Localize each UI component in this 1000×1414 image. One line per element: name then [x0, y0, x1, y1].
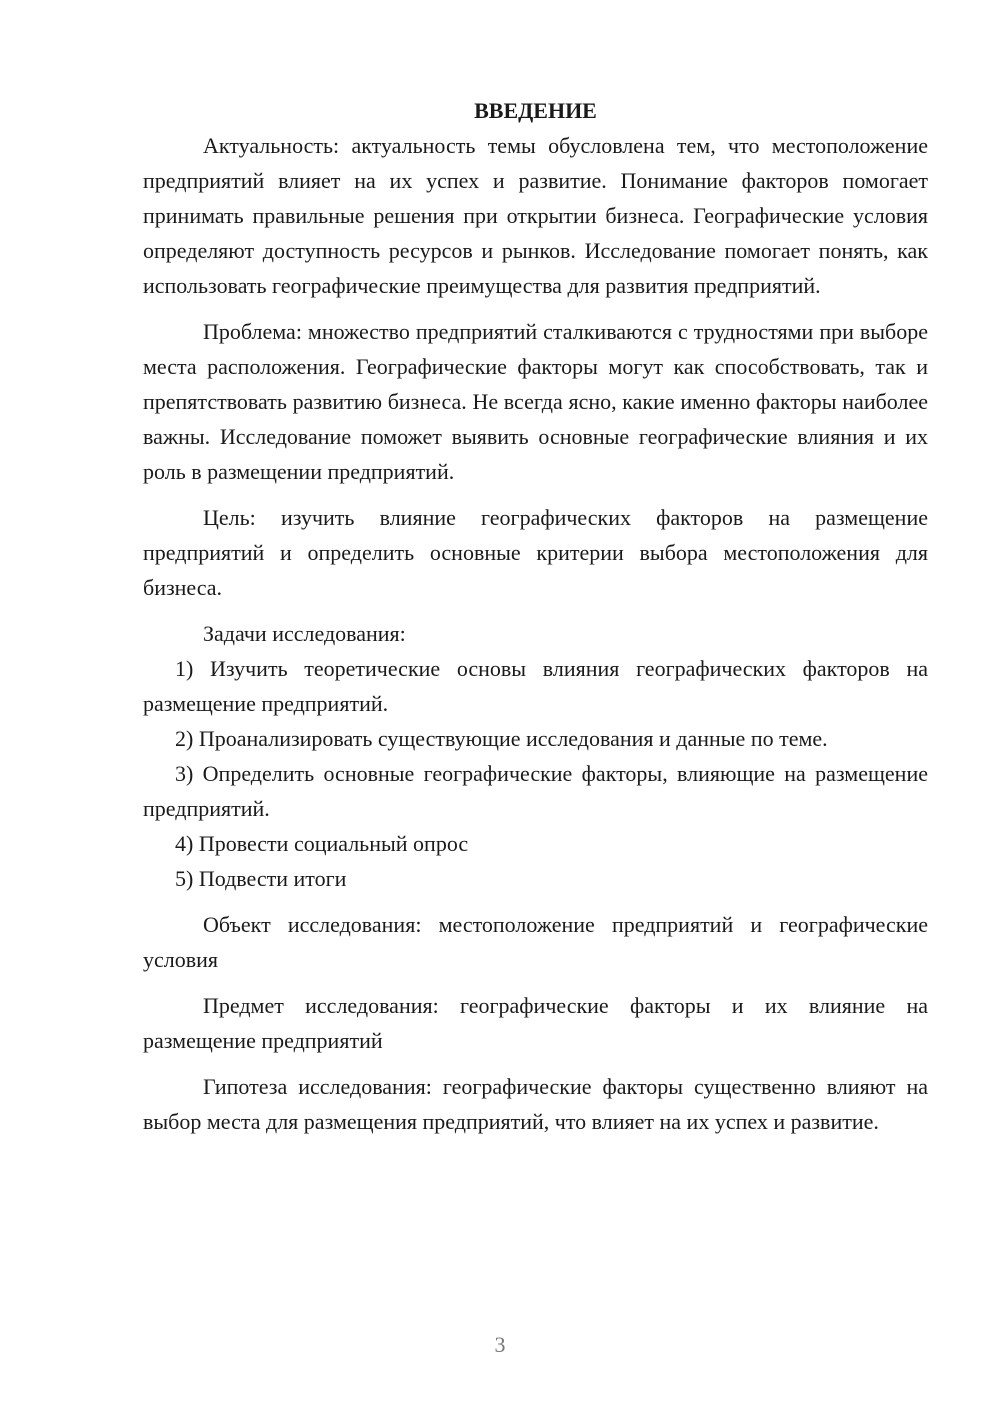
page-title: ВВЕДЕНИЕ — [474, 98, 597, 123]
task-item: 5) Подвести итоги — [175, 866, 347, 891]
object-paragraph: Объект исследования: местоположение предприятий и географические условия — [143, 912, 928, 972]
tasks-title: Задачи исследования: — [203, 621, 406, 646]
page-number: 3 — [494, 1332, 506, 1357]
subject-paragraph: Предмет исследования: географические факторы и их влияние на размещение предприятий — [143, 993, 928, 1053]
problem-paragraph: Проблема: множество предприятий сталкиваются с трудностями при выборе места расположения. Географические факторы могут как способствовать, так и препятствовать развитию бизнеса. Не всегда ясно, какие именно факторы наиболее важны. Исследование поможет выявить основные географические влияния и их роль в размещении предприятий. — [143, 319, 928, 484]
task-item: 3) Определить основные географические факторы, влияющие на размещение предприятий. — [143, 761, 928, 821]
hypothesis-paragraph: Гипотеза исследования: географические факторы существенно влияют на выбор места для размещения предприятий, что влияет на их успех и развитие. — [143, 1074, 928, 1134]
task-item: 1) Изучить теоретические основы влияния географических факторов на размещение предприятий. — [143, 656, 928, 716]
goal-paragraph: Цель: изучить влияние географических факторов на размещение предприятий и определить основные критерии выбора местоположения для бизнеса. — [143, 505, 928, 600]
task-item: 2) Проанализировать существующие исследования и данные по теме. — [175, 726, 828, 751]
relevance-paragraph: Актуальность: актуальность темы обусловлена тем, что местоположение предприятий влияет на их успех и развитие. Понимание факторов помогает принимать правильные решения при открытии бизнеса. Географические условия определяют доступность ресурсов и рынков. Исследование помогает понять, как использовать географические преимущества для развития предприятий. — [143, 133, 928, 298]
task-item: 4) Провести социальный опрос — [175, 831, 469, 856]
document-page — [143, 93, 928, 1139]
